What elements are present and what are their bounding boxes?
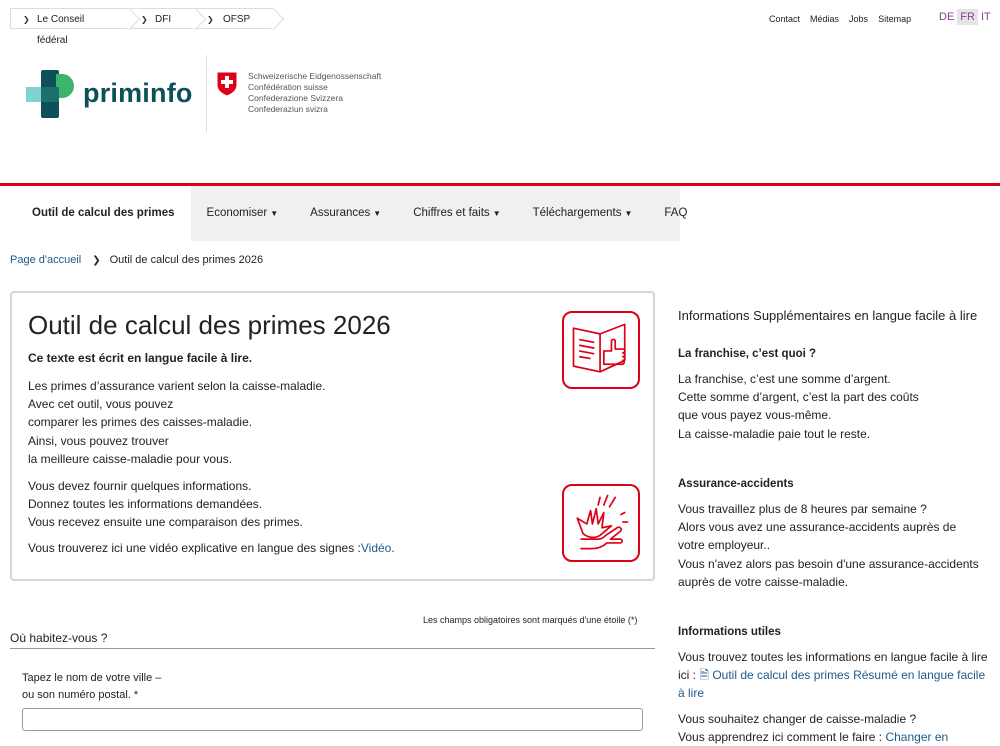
federal-breadcrumb — [10, 8, 273, 46]
card-paragraph-2: Vous devez fournir quelques informations. Donnez toutes les informations demandées. Vous recevez ensuite une comparaison des primes. — [28, 479, 303, 530]
chevron-right-icon: ❯ — [207, 15, 214, 24]
nav-chiffres-et-faits[interactable]: Chiffres et faits ▼ — [413, 207, 501, 219]
language-switcher — [936, 9, 994, 25]
lang-de[interactable]: DE — [939, 11, 955, 23]
nav-assurances[interactable]: Assurances ▼ — [310, 207, 382, 219]
top-bar — [0, 0, 1000, 46]
change-insurer-text: Vous souhaitez changer de caisse-maladie ? Vous apprendrez ici comment le faire : Changer en — [678, 712, 949, 745]
federal-crumb-ofsp[interactable]: ❯ OFSP — [195, 8, 273, 29]
franchise-heading: La franchise, c’est quoi ? — [678, 348, 817, 360]
aside-title: Informations Supplémentaires en langue facile à lire — [678, 308, 978, 323]
logo-divider — [206, 55, 207, 132]
breadcrumb-current: Outil de calcul des primes 2026 — [109, 254, 264, 266]
confederation-names: Schweizerische Eidgenossenschaft Confédération suisse Confederazione Svizzera Confederaziun svizra — [248, 71, 382, 114]
lang-it[interactable]: IT — [980, 11, 991, 23]
lang-fr[interactable]: FR — [957, 9, 978, 25]
franchise-text: La franchise, c’est une somme d’argent. Cette somme d’argent, c’est la part des coûts que vous payez vous-même. La caisse-maladie paie tout le reste. — [678, 372, 919, 441]
accidents-text: Vous travaillez plus de 8 heures par semaine ? Alors vous avez une assurance-accidents auprès de votre employeur.. Vous n'avez alors pas besoin d'une assurance-accidents auprès de votre caisse-maladie. — [678, 502, 979, 589]
section-divider — [10, 648, 655, 649]
page-title: Outil de calcul des primes 2026 — [28, 310, 391, 340]
main-nav — [16, 186, 688, 241]
chevron-right-icon: ❯ — [92, 255, 101, 266]
city-field-label: Tapez le nom de votre ville – ou son numéro postal. * — [22, 672, 162, 701]
required-fields-note: Les champs obligatoires sont marqués d'une étoile (*) — [423, 615, 638, 625]
priminfo-logo-icon[interactable] — [26, 70, 76, 120]
service-links — [769, 14, 921, 24]
breadcrumb-home-link[interactable]: Page d'accueil — [10, 254, 82, 266]
breadcrumb — [10, 254, 263, 266]
easy-read-book-icon — [562, 311, 640, 389]
useful-text: Vous trouvez toutes les informations en langue facile à lire ici : 🗎 Outil de calcul des primes Résumé en langue facile à lire — [678, 650, 988, 701]
swiss-shield-icon — [216, 71, 238, 97]
accidents-heading: Assurance-accidents — [678, 478, 794, 490]
nav-telechargements[interactable]: Téléchargements ▼ — [532, 207, 633, 219]
caret-down-icon: ▼ — [492, 209, 501, 218]
nav-faq[interactable]: FAQ — [664, 207, 688, 219]
sign-language-hands-icon — [562, 484, 640, 562]
caret-down-icon: ▼ — [624, 209, 633, 218]
nav-economiser[interactable]: Economiser ▼ — [206, 207, 279, 219]
chevron-right-icon: ❯ — [23, 15, 30, 24]
video-link[interactable]: Vidéo — [360, 541, 392, 555]
chevron-right-icon: ❯ — [141, 15, 148, 24]
document-icon: 🗎 — [699, 668, 709, 683]
caret-down-icon: ▼ — [373, 209, 382, 218]
useful-heading: Informations utiles — [678, 626, 781, 638]
city-input[interactable] — [22, 708, 643, 731]
caret-down-icon: ▼ — [270, 209, 279, 218]
sitemap-link[interactable]: Sitemap — [878, 14, 912, 24]
brand-name[interactable]: priminfo — [83, 78, 193, 108]
federal-crumb-dfi[interactable]: ❯ DFI — [129, 8, 195, 29]
card-paragraph-1: Les primes d’assurance varient selon la caisse-maladie. Avec cet outil, vous pouvez comparer les primes des caisses-maladie. Ainsi, vous pouvez trouver la meilleure caisse-maladie pour vous. — [28, 379, 326, 466]
change-insurer-link[interactable]: Changer en — [885, 730, 949, 745]
summary-easy-language-link[interactable]: Outil de calcul des primes Résumé en langue facile à lire — [678, 668, 986, 701]
contact-link[interactable]: Contact — [769, 14, 801, 24]
jobs-link[interactable]: Jobs — [849, 14, 869, 24]
medias-link[interactable]: Médias — [810, 14, 840, 24]
federal-crumb-conseil[interactable]: ❯ Le Conseil fédéral — [10, 8, 129, 29]
easy-language-card — [10, 291, 655, 581]
location-section-title: Où habitez-vous ? — [10, 631, 108, 645]
nav-outil-de-calcul[interactable]: Outil de calcul des primes — [16, 186, 191, 241]
card-lead: Ce texte est écrit en langue facile à lire. — [28, 351, 253, 365]
card-paragraph-3: Vous trouverez ici une vidéo explicative en langue des signes :Vidéo. — [28, 541, 395, 555]
